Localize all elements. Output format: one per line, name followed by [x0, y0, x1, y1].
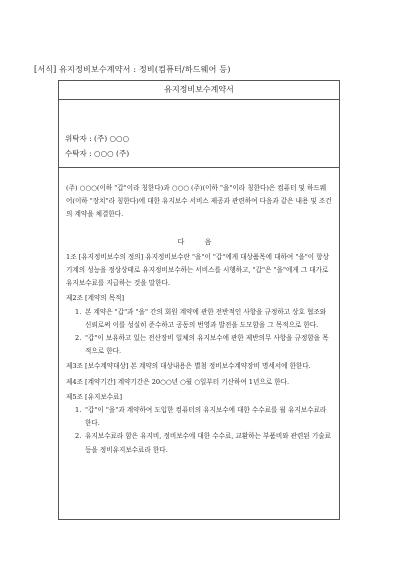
article-2 — [66, 292, 332, 358]
form-caption: [서식] 유지정비보수계약서 : 정비(컴퓨터/하드웨어 등) — [34, 65, 231, 74]
contract-frame — [58, 80, 340, 520]
article-5-item-1 — [66, 404, 332, 430]
article-1: 1조 [유지정비보수의 정의] 유지정비보수란 "을"이 "갑"에게 대상품목에 대하여 "을"이 항상 기계의 성능을 정상상태로 유지정비보수하는 서비스를 시행하고, "갑"은 "을"에게 그 대가로 유지보수료를 지급하는 것을 말한다. — [66, 252, 329, 288]
article-5-title: 제5조 [유지보수료] — [66, 392, 123, 401]
contractor-line: 수탁자 : ○○○ (주) — [65, 149, 130, 158]
contract-body — [59, 168, 339, 457]
item-text: "갑"이 "을"과 계약하여 도입한 컴퓨터의 유지보수에 대한 수수료를 월 유지보수료라 한다. — [85, 406, 327, 428]
article-4: 제4조 [계약기간] 계약기간은 20○○년 ○월 ○일부터 기산하여 1년으로 한다. — [66, 377, 290, 386]
item-text: "갑"이 보유하고 있는 전산장비 일체의 유지보수에 관한 제반의무 사항을 규정함을 목적으로 한다. — [85, 334, 329, 356]
contract-title: 유지정비보수계약서 — [59, 81, 339, 100]
commissioner-line: 위탁자 : (주) ○○○ — [65, 134, 130, 143]
article-5-item-2 — [66, 430, 332, 456]
article-2-item-1 — [66, 306, 332, 332]
article-3: 제3조 [보수계약대상] 본 계약의 대상내용은 별첨 정비보수계약장비 명세서에 한한다. — [66, 362, 311, 371]
intro-paragraph: (주) ○○○(이하 "갑"이라 칭한다)과 ○○○ (주)(이하 "을"이라 칭한다)은 컴퓨터 및 하드웨어(이하 "장치"라 칭한다)에 대한 유지보수 서비스 제공과 관련하여 다음과 같은 내용 및 조건의 계약을 체결한다. — [66, 184, 332, 219]
section-heading: 다 음 — [177, 237, 221, 246]
article-2-title: 제2조 [계약의 목적] — [66, 294, 125, 303]
item-number: 2. — [75, 432, 82, 441]
parties-section — [59, 100, 339, 168]
article-5 — [66, 391, 332, 457]
item-text: 본 계약은 "갑"과 "을" 간의 회원 계약에 관한 전반적인 사항을 규정하고 상호 협조와 신뢰로써 이를 성실히 준수하고 공동의 번영과 발전을 도모함을 그 목적으로 한다. — [85, 307, 327, 329]
item-number: 2. — [75, 334, 82, 343]
article-2-item-2 — [66, 332, 332, 358]
item-text: 유지보수료라 함은 유지비, 정비보수에 대한 수수료, 교환하는 부품비와 관련된 기술료 등을 정비유지보수료라 한다. — [85, 432, 331, 454]
item-number: 1. — [75, 406, 82, 415]
item-number: 1. — [75, 307, 82, 316]
